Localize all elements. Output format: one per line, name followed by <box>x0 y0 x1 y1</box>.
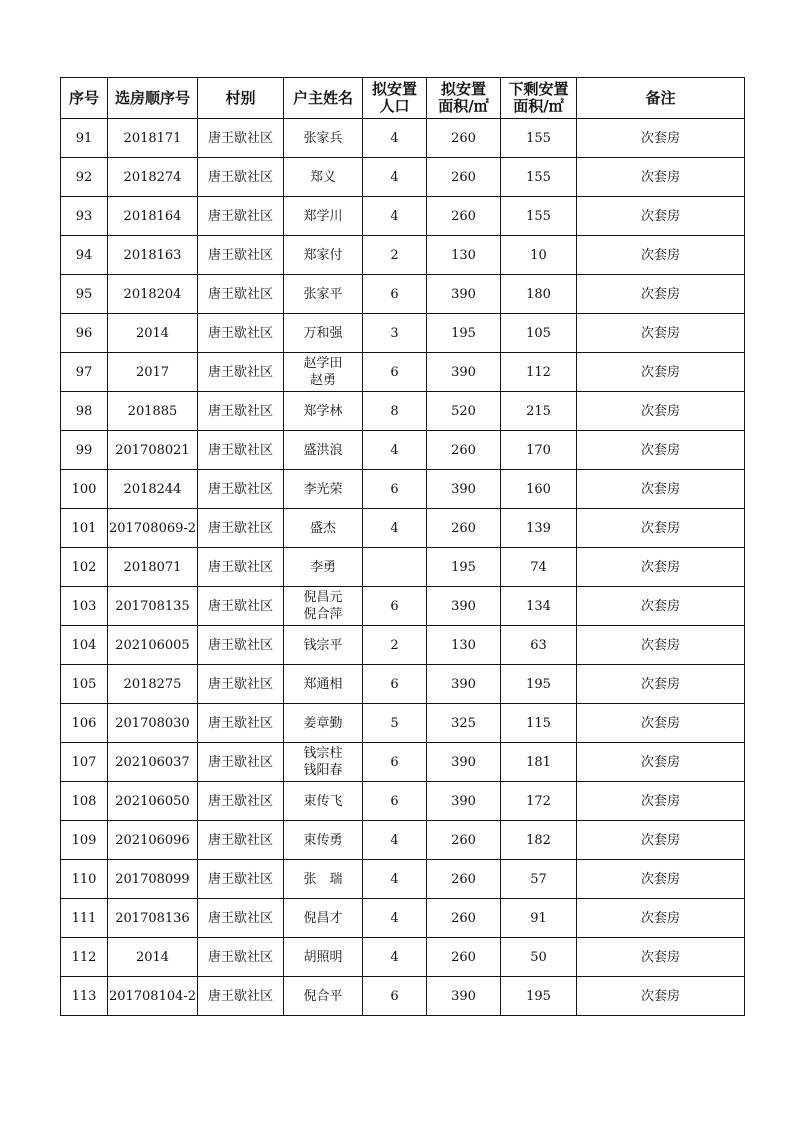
cell-village: 唐王歇社区 <box>198 899 284 938</box>
cell-order: 2018071 <box>108 548 198 587</box>
cell-head-name <box>284 197 363 236</box>
cell-order: 202106050 <box>108 782 198 821</box>
cell-people: 4 <box>363 119 427 158</box>
header-village: 村别 <box>198 78 284 119</box>
cell-head-name <box>284 977 363 1016</box>
cell-village: 唐王歇社区 <box>198 275 284 314</box>
table-header <box>61 78 745 119</box>
cell-area: 195 <box>427 548 501 587</box>
cell-seq: 106 <box>61 704 108 743</box>
cell-remaining: 195 <box>501 665 577 704</box>
cell-head-name <box>284 821 363 860</box>
cell-village: 唐王歇社区 <box>198 431 284 470</box>
cell-remaining: 91 <box>501 899 577 938</box>
cell-area: 260 <box>427 197 501 236</box>
cell-order: 201708099 <box>108 860 198 899</box>
header-remaining-line2: 面积/㎡ <box>513 97 564 115</box>
header-remaining <box>501 78 577 119</box>
table-body <box>61 119 745 1016</box>
cell-people: 4 <box>363 821 427 860</box>
head-name-line: 李勇 <box>309 559 336 575</box>
cell-village: 唐王歇社区 <box>198 938 284 977</box>
table-row <box>61 509 745 548</box>
cell-order: 201708136 <box>108 899 198 938</box>
table-row <box>61 392 745 431</box>
cell-village: 唐王歇社区 <box>198 821 284 860</box>
cell-area: 260 <box>427 821 501 860</box>
table-row <box>61 899 745 938</box>
cell-remaining: 105 <box>501 314 577 353</box>
table-row <box>61 236 745 275</box>
header-seq: 序号 <box>61 78 108 119</box>
header-people <box>363 78 427 119</box>
cell-remaining: 139 <box>501 509 577 548</box>
cell-order: 2018164 <box>108 197 198 236</box>
cell-village: 唐王歇社区 <box>198 197 284 236</box>
cell-remaining: 74 <box>501 548 577 587</box>
table-row <box>61 977 745 1016</box>
table-row <box>61 938 745 977</box>
cell-order: 202106096 <box>108 821 198 860</box>
table-row <box>61 197 745 236</box>
header-people-line1: 拟安置 <box>371 80 417 98</box>
cell-people: 6 <box>363 665 427 704</box>
cell-village: 唐王歇社区 <box>198 665 284 704</box>
cell-head-name <box>284 392 363 431</box>
header-row <box>61 78 745 119</box>
cell-note: 次套房 <box>577 548 745 587</box>
cell-remaining: 155 <box>501 119 577 158</box>
cell-seq: 111 <box>61 899 108 938</box>
cell-note: 次套房 <box>577 509 745 548</box>
head-name-line: 盛洪浪 <box>303 442 343 458</box>
cell-head-name <box>284 548 363 587</box>
cell-head-name <box>284 119 363 158</box>
cell-note: 次套房 <box>577 782 745 821</box>
cell-head-name <box>284 431 363 470</box>
cell-seq: 109 <box>61 821 108 860</box>
cell-village: 唐王歇社区 <box>198 782 284 821</box>
cell-village: 唐王歇社区 <box>198 236 284 275</box>
cell-seq: 105 <box>61 665 108 704</box>
cell-village: 唐王歇社区 <box>198 470 284 509</box>
cell-village: 唐王歇社区 <box>198 860 284 899</box>
cell-note: 次套房 <box>577 314 745 353</box>
cell-area: 130 <box>427 236 501 275</box>
cell-seq: 97 <box>61 353 108 392</box>
table-row <box>61 314 745 353</box>
head-name-line: 郑学林 <box>303 403 343 419</box>
cell-people <box>363 548 427 587</box>
cell-seq: 102 <box>61 548 108 587</box>
cell-seq: 108 <box>61 782 108 821</box>
cell-area: 260 <box>427 899 501 938</box>
table-row <box>61 431 745 470</box>
table-row <box>61 782 745 821</box>
cell-area: 390 <box>427 275 501 314</box>
header-area-line1: 拟安置 <box>440 80 486 98</box>
cell-note: 次套房 <box>577 587 745 626</box>
cell-remaining: 155 <box>501 158 577 197</box>
cell-people: 4 <box>363 899 427 938</box>
cell-remaining: 115 <box>501 704 577 743</box>
cell-order: 202106005 <box>108 626 198 665</box>
cell-village: 唐王歇社区 <box>198 548 284 587</box>
cell-seq: 98 <box>61 392 108 431</box>
cell-area: 390 <box>427 782 501 821</box>
cell-area: 390 <box>427 743 501 782</box>
cell-people: 4 <box>363 509 427 548</box>
cell-remaining: 172 <box>501 782 577 821</box>
cell-area: 520 <box>427 392 501 431</box>
cell-seq: 99 <box>61 431 108 470</box>
cell-people: 6 <box>363 275 427 314</box>
cell-area: 390 <box>427 587 501 626</box>
cell-order: 201708030 <box>108 704 198 743</box>
cell-note: 次套房 <box>577 236 745 275</box>
header-remaining-line1: 下剩安置 <box>508 80 569 98</box>
cell-order: 2014 <box>108 938 198 977</box>
cell-head-name <box>284 704 363 743</box>
cell-seq: 113 <box>61 977 108 1016</box>
head-name-line: 郑家付 <box>303 247 343 263</box>
cell-seq: 95 <box>61 275 108 314</box>
head-name-line: 盛杰 <box>309 520 336 536</box>
cell-note: 次套房 <box>577 860 745 899</box>
cell-seq: 112 <box>61 938 108 977</box>
cell-note: 次套房 <box>577 197 745 236</box>
head-name-line: 束传勇 <box>303 832 343 848</box>
cell-area: 195 <box>427 314 501 353</box>
head-name-line: 赵学田 <box>303 356 343 371</box>
cell-note: 次套房 <box>577 158 745 197</box>
cell-remaining: 195 <box>501 977 577 1016</box>
cell-remaining: 10 <box>501 236 577 275</box>
cell-note: 次套房 <box>577 938 745 977</box>
head-name-line: 倪昌才 <box>303 910 343 926</box>
cell-note: 次套房 <box>577 821 745 860</box>
cell-note: 次套房 <box>577 431 745 470</box>
table-row <box>61 821 745 860</box>
cell-order: 2018204 <box>108 275 198 314</box>
cell-seq: 91 <box>61 119 108 158</box>
cell-seq: 92 <box>61 158 108 197</box>
head-name-line: 张家兵 <box>303 130 343 146</box>
cell-remaining: 182 <box>501 821 577 860</box>
cell-people: 4 <box>363 158 427 197</box>
cell-area: 260 <box>427 119 501 158</box>
table-row <box>61 158 745 197</box>
cell-seq: 101 <box>61 509 108 548</box>
cell-head-name <box>284 665 363 704</box>
cell-note: 次套房 <box>577 977 745 1016</box>
cell-village: 唐王歇社区 <box>198 353 284 392</box>
cell-remaining: 155 <box>501 197 577 236</box>
table-row <box>61 704 745 743</box>
cell-village: 唐王歇社区 <box>198 314 284 353</box>
header-note: 备注 <box>577 78 745 119</box>
cell-order: 201708135 <box>108 587 198 626</box>
cell-note: 次套房 <box>577 470 745 509</box>
cell-note: 次套房 <box>577 665 745 704</box>
cell-people: 6 <box>363 977 427 1016</box>
cell-head-name <box>284 743 363 782</box>
table-row <box>61 626 745 665</box>
cell-note: 次套房 <box>577 392 745 431</box>
cell-head-name <box>284 782 363 821</box>
cell-people: 6 <box>363 470 427 509</box>
cell-village: 唐王歇社区 <box>198 626 284 665</box>
cell-people: 4 <box>363 431 427 470</box>
cell-order: 201708069-2 <box>108 509 198 548</box>
cell-note: 次套房 <box>577 275 745 314</box>
head-name-line: 胡照明 <box>303 949 343 965</box>
head-name-line: 郑通相 <box>303 676 343 692</box>
cell-remaining: 57 <box>501 860 577 899</box>
cell-head-name <box>284 158 363 197</box>
cell-village: 唐王歇社区 <box>198 704 284 743</box>
cell-note: 次套房 <box>577 704 745 743</box>
head-name-line: 倪昌元 <box>303 590 343 605</box>
cell-order: 2018163 <box>108 236 198 275</box>
header-head-name: 户主姓名 <box>284 78 363 119</box>
head-name-line: 钱阳春 <box>303 763 343 778</box>
cell-village: 唐王歇社区 <box>198 119 284 158</box>
cell-remaining: 181 <box>501 743 577 782</box>
table-row <box>61 470 745 509</box>
cell-people: 5 <box>363 704 427 743</box>
cell-order: 2017 <box>108 353 198 392</box>
cell-area: 390 <box>427 665 501 704</box>
cell-people: 4 <box>363 197 427 236</box>
head-name-line: 钱宗柱 <box>303 746 343 761</box>
cell-area: 260 <box>427 158 501 197</box>
cell-remaining: 134 <box>501 587 577 626</box>
cell-head-name <box>284 353 363 392</box>
table-row <box>61 743 745 782</box>
cell-note: 次套房 <box>577 119 745 158</box>
cell-area: 390 <box>427 977 501 1016</box>
cell-head-name <box>284 587 363 626</box>
cell-village: 唐王歇社区 <box>198 509 284 548</box>
header-area <box>427 78 501 119</box>
cell-people: 4 <box>363 938 427 977</box>
cell-order: 201885 <box>108 392 198 431</box>
cell-note: 次套房 <box>577 353 745 392</box>
head-name-line: 赵勇 <box>309 373 336 388</box>
cell-order: 2018171 <box>108 119 198 158</box>
cell-seq: 104 <box>61 626 108 665</box>
cell-head-name <box>284 938 363 977</box>
head-name-line: 倪合平 <box>303 988 343 1004</box>
cell-order: 2018244 <box>108 470 198 509</box>
cell-seq: 96 <box>61 314 108 353</box>
cell-head-name <box>284 236 363 275</box>
table-row <box>61 353 745 392</box>
cell-seq: 94 <box>61 236 108 275</box>
cell-note: 次套房 <box>577 743 745 782</box>
cell-order: 201708104-2 <box>108 977 198 1016</box>
cell-order: 2014 <box>108 314 198 353</box>
cell-area: 130 <box>427 626 501 665</box>
cell-people: 6 <box>363 353 427 392</box>
cell-order: 2018275 <box>108 665 198 704</box>
cell-area: 260 <box>427 938 501 977</box>
cell-head-name <box>284 860 363 899</box>
cell-seq: 100 <box>61 470 108 509</box>
cell-area: 390 <box>427 353 501 392</box>
cell-head-name <box>284 626 363 665</box>
cell-people: 2 <box>363 626 427 665</box>
cell-head-name <box>284 509 363 548</box>
header-order: 选房顺序号 <box>108 78 198 119</box>
head-name-line: 钱宗平 <box>303 637 343 653</box>
cell-remaining: 50 <box>501 938 577 977</box>
cell-remaining: 180 <box>501 275 577 314</box>
head-name-line: 万和强 <box>303 325 343 341</box>
head-name-line: 束传飞 <box>303 793 343 809</box>
cell-seq: 107 <box>61 743 108 782</box>
cell-village: 唐王歇社区 <box>198 743 284 782</box>
cell-head-name <box>284 899 363 938</box>
cell-village: 唐王歇社区 <box>198 158 284 197</box>
cell-order: 202106037 <box>108 743 198 782</box>
table-row <box>61 860 745 899</box>
table-row <box>61 665 745 704</box>
head-name-line: 郑义 <box>309 169 336 185</box>
cell-village: 唐王歇社区 <box>198 977 284 1016</box>
head-name-line: 张家平 <box>303 286 343 302</box>
cell-seq: 103 <box>61 587 108 626</box>
cell-people: 4 <box>363 860 427 899</box>
cell-people: 6 <box>363 782 427 821</box>
cell-people: 2 <box>363 236 427 275</box>
cell-village: 唐王歇社区 <box>198 392 284 431</box>
table-row <box>61 587 745 626</box>
cell-order: 2018274 <box>108 158 198 197</box>
head-name-line: 倪合萍 <box>303 607 343 622</box>
cell-order: 201708021 <box>108 431 198 470</box>
resettlement-table <box>60 77 745 1016</box>
table-row <box>61 275 745 314</box>
table-row <box>61 548 745 587</box>
cell-remaining: 160 <box>501 470 577 509</box>
cell-area: 260 <box>427 860 501 899</box>
cell-note: 次套房 <box>577 626 745 665</box>
cell-note: 次套房 <box>577 899 745 938</box>
header-people-line2: 人口 <box>379 97 410 115</box>
cell-remaining: 112 <box>501 353 577 392</box>
cell-seq: 110 <box>61 860 108 899</box>
cell-head-name <box>284 470 363 509</box>
cell-village: 唐王歇社区 <box>198 587 284 626</box>
head-name-line: 李光荣 <box>303 481 343 497</box>
cell-area: 260 <box>427 509 501 548</box>
cell-seq: 93 <box>61 197 108 236</box>
cell-remaining: 170 <box>501 431 577 470</box>
cell-area: 260 <box>427 431 501 470</box>
cell-people: 8 <box>363 392 427 431</box>
cell-remaining: 215 <box>501 392 577 431</box>
cell-head-name <box>284 314 363 353</box>
header-area-line2: 面积/㎡ <box>438 97 489 115</box>
cell-remaining: 63 <box>501 626 577 665</box>
cell-area: 390 <box>427 470 501 509</box>
head-name-line: 郑学川 <box>303 208 343 224</box>
head-name-line: 张 瑞 <box>303 871 343 887</box>
head-name-line: 姜章勤 <box>303 715 343 731</box>
table-row <box>61 119 745 158</box>
cell-people: 6 <box>363 743 427 782</box>
cell-area: 325 <box>427 704 501 743</box>
cell-people: 6 <box>363 587 427 626</box>
cell-people: 3 <box>363 314 427 353</box>
cell-head-name <box>284 275 363 314</box>
